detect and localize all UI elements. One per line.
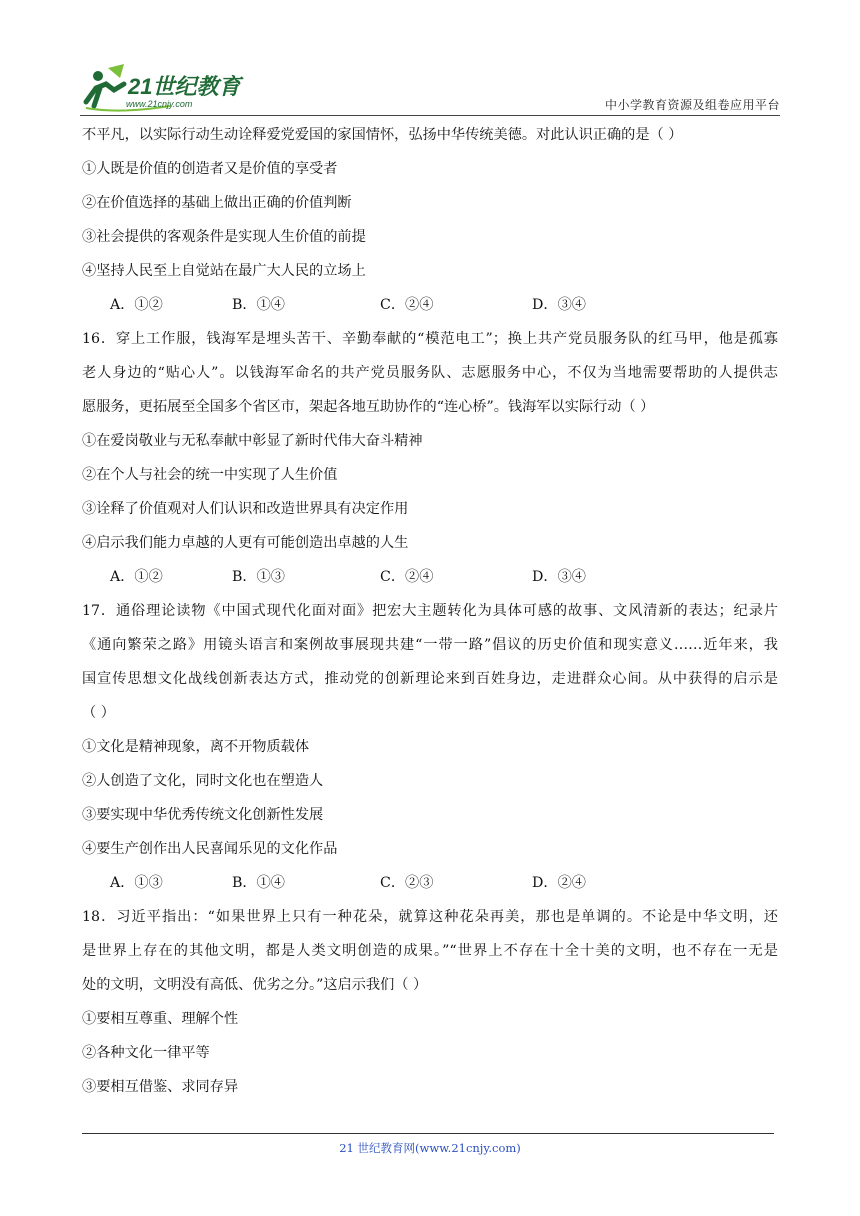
q17-item-2: ②人创造了文化，同时文化也在塑造人 [82, 773, 324, 789]
q17-item-1: ①文化是精神现象，离不开物质载体 [82, 739, 310, 755]
q16-stem-1: 16．穿上工作服，钱海军是埋头苦干、辛勤奉献的“模范电工”；换上共产党员服务队的红马甲，他是孤寡 [82, 331, 778, 347]
q17-stem-4: （ ） [82, 705, 115, 721]
logo-main-text: 21世纪教育 [128, 74, 241, 99]
header-divider [80, 115, 780, 116]
q18-stem-3: 处的文明，文明没有高低、优劣之分。”这启示我们（ ） [82, 977, 428, 993]
q16-item-2: ②在个人与社会的统一中实现了人生价值 [82, 467, 338, 483]
q18-stem-2: 是世界上存在的其他文明，都是人类文明创造的成果。”“世界上不存在十全十美的文明，也不存在一无是 [82, 943, 778, 959]
logo-url-text: www.21cnjy.com [126, 99, 193, 109]
q17-item-4: ④要生产创作出人民喜闻乐见的文化作品 [82, 841, 338, 857]
q16-option-d: D．③④ [532, 569, 586, 585]
q16-stem-2: 老人身边的“贴心人”。以钱海军命名的共产党员服务队、志愿服务中心，不仅为当地需要帮助的人提供志 [82, 365, 778, 381]
q16-item-3: ③诠释了价值观对人们认识和改造世界具有决定作用 [82, 501, 409, 517]
q15-option-a: A．①② [110, 297, 163, 313]
q17-item-3: ③要实现中华优秀传统文化创新性发展 [82, 807, 324, 823]
q15-options [82, 288, 778, 322]
q15-item-4: ④坚持人民至上自觉站在最广大人民的立场上 [82, 263, 366, 279]
q17-stem-3: 国宣传思想文化战线创新表达方式，推动党的创新理论来到百姓身边，走进群众心间。从中获得的启示是 [82, 671, 778, 687]
q16-option-c: C．②④ [380, 569, 434, 585]
q15-item-2: ②在价值选择的基础上做出正确的价值判断 [82, 195, 352, 211]
q15-option-d: D．③④ [532, 297, 586, 313]
footer-divider [82, 1133, 774, 1134]
document-body [82, 118, 778, 1104]
q15-option-b: B．①④ [232, 297, 285, 313]
q15-item-3: ③社会提供的客观条件是实现人生价值的前提 [82, 229, 366, 245]
21cnjy-logo [80, 62, 250, 114]
q17-stem-1: 17．通俗理论读物《中国式现代化面对面》把宏大主题转化为具体可感的故事、文风清新的表达；纪录片 [82, 603, 778, 619]
q16-options [82, 560, 778, 594]
q17-options [82, 866, 778, 900]
q17-option-b: B．①④ [232, 875, 285, 891]
q15-option-c: C．②④ [380, 297, 434, 313]
q16-option-a: A．①② [110, 569, 163, 585]
q16-item-1: ①在爱岗敬业与无私奉献中彰显了新时代伟大奋斗精神 [82, 433, 423, 449]
q18-item-2: ②各种文化一律平等 [82, 1045, 210, 1061]
page-header [80, 62, 780, 114]
q17-option-c: C．②③ [380, 875, 434, 891]
platform-name: 中小学教育资源及组卷应用平台 [604, 98, 780, 112]
q18-item-1: ①要相互尊重、理解个性 [82, 1011, 239, 1027]
q16-item-4: ④启示我们能力卓越的人更有可能创造出卓越的人生 [82, 535, 409, 551]
q17-option-a: A．①③ [110, 875, 163, 891]
q15-stem: 不平凡，以实际行动生动诠释爱党爱国的家国情怀，弘扬中华传统美德。对此认识正确的是（ ） [82, 127, 683, 143]
q16-stem-3: 愿服务，更拓展至全国多个省区市，架起各地互助协作的“连心桥”。钱海军以实际行动（ ） [82, 399, 655, 415]
q17-stem-2: 《通向繁荣之路》用镜头语言和案例故事展现共建“一带一路”倡议的历史价值和现实意义……近年来，我 [82, 637, 778, 653]
q15-item-1: ①人既是价值的创造者又是价值的享受者 [82, 161, 338, 177]
q18-stem-1: 18．习近平指出：“如果世界上只有一种花朵，就算这种花朵再美，那也是单调的。不论是中华文明，还 [82, 909, 778, 925]
q18-item-3: ③要相互借鉴、求同存异 [82, 1079, 239, 1095]
footer-text: 21 世纪教育网(www.21cnjy.com) [339, 1141, 521, 1155]
q16-option-b: B．①③ [232, 569, 285, 585]
q17-option-d: D．②④ [532, 875, 586, 891]
